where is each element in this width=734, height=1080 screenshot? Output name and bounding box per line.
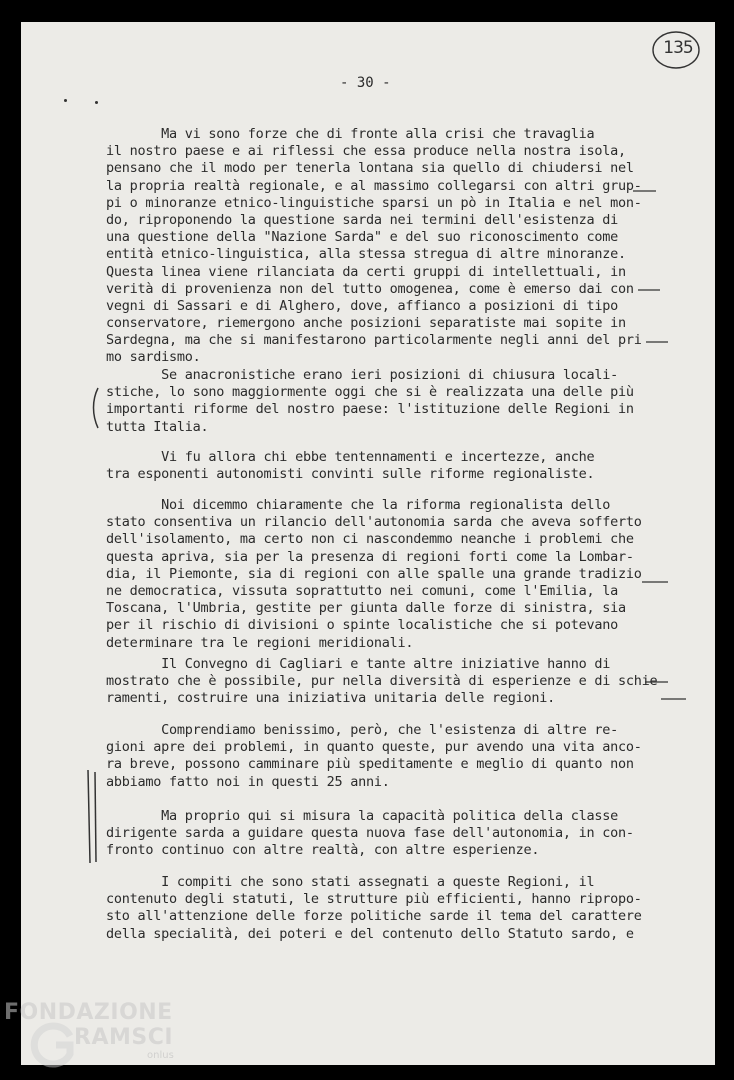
text-line: Sardegna, ma che si manifestarono particolarmente negli anni del pri <box>106 332 642 349</box>
text-line: Noi dicemmo chiaramente che la riforma regionalista dello <box>106 497 611 513</box>
watermark-line2: RAMSCI <box>74 1025 174 1050</box>
text-line: determinare tra le regioni meridionali. <box>106 634 414 651</box>
text-line: la propria realtà regionale, e al massimo collegarsi con altri grup- <box>106 177 642 194</box>
text-line: Toscana, l'Umbria, gestite per giunta dalle forze di sinistra, sia <box>106 600 626 617</box>
text-line: Ma proprio qui si misura la capacità politica della classe <box>106 808 619 824</box>
text-line: Questa linea viene rilanciata da certi gruppi di intellettuali, in <box>106 263 626 280</box>
text-line: Ma vi sono forze che di fronte alla crisi che travaglia <box>106 126 595 142</box>
text-line: Comprendiamo benissimo, però, che l'esistenza di altre re- <box>106 722 619 738</box>
text-line: contenuto degli statuti, le strutture più efficienti, hanno ripropo- <box>106 891 642 908</box>
text-line: fronto continuo con altre realtà, con altre esperienze. <box>106 842 540 859</box>
margin-dot <box>95 101 98 104</box>
text-line: entità etnico-linguistica, alla stessa stregua di altre minoranze. <box>106 246 626 263</box>
archive-number: 135 <box>663 38 693 58</box>
text-line: sto all'attenzione delle forze politiche sarde il tema del carattere <box>106 908 642 925</box>
paragraph <box>106 367 686 436</box>
text-line: dell'isolamento, ma certo non ci nascondemmo neanche i problemi che <box>106 531 634 548</box>
text-line: una questione della "Nazione Sarda" e del suo riconoscimento come <box>106 229 619 246</box>
text-line: tra esponenti autonomisti convinti sulle riforme regionaliste. <box>106 466 595 483</box>
text-line: I compiti che sono stati assegnati a queste Regioni, il <box>106 874 595 890</box>
text-line: per il rischio di divisioni o spinte localistiche che si potevano <box>106 617 619 634</box>
paragraph <box>106 808 686 860</box>
text-line: pensano che il modo per tenerla lontana sia quello di chiudersi nel <box>106 160 634 177</box>
text-line: stato consentiva un rilancio dell'autonomia sarda che aveva sofferto <box>106 514 642 531</box>
text-line: tutta Italia. <box>106 418 209 435</box>
watermark-g-logo <box>30 1022 76 1068</box>
paragraph <box>106 656 686 708</box>
text-line: dirigente sarda a guidare questa nuova fase dell'autonomia, in con- <box>106 825 634 842</box>
margin-dot <box>64 99 67 102</box>
paragraph <box>106 497 686 652</box>
paragraph <box>106 126 686 367</box>
text-line: mostrato che è possibile, pur nella diversità di esperienze e di schie <box>106 673 658 690</box>
text-line: abbiamo fatto noi in questi 25 anni. <box>106 773 390 790</box>
text-line: questa apriva, sia per la presenza di regioni forti come la Lombar- <box>106 548 634 565</box>
text-line: ramenti, costruire una iniziativa unitaria delle regioni. <box>106 690 556 707</box>
text-line: verità di provenienza non del tutto omogenea, come è emerso dai con <box>106 280 634 297</box>
text-line: do, riproponendo la questione sarda nei termini dell'esistenza di <box>106 211 619 228</box>
paragraph <box>106 874 686 943</box>
text-line: stiche, lo sono maggiormente oggi che si è realizzata una delle più <box>106 384 634 401</box>
watermark-line3: onlus <box>147 1050 174 1061</box>
text-line: ne democratica, vissuta soprattutto nei comuni, come l'Emilia, la <box>106 582 619 599</box>
text-line: mo sardismo. <box>106 349 201 366</box>
text-line: della specialità, dei poteri e del contenuto dello Statuto sardo, e <box>106 925 634 942</box>
text-line: Vi fu allora chi ebbe tentennamenti e incertezze, anche <box>106 449 595 465</box>
text-line: vegni di Sassari e di Alghero, dove, affianco a posizioni di tipo <box>106 297 619 314</box>
text-line: Se anacronistiche erano ieri posizioni di chiusura locali- <box>106 367 619 383</box>
text-line: Il Convegno di Cagliari e tante altre iniziative hanno di <box>106 656 611 672</box>
text-line: conservatore, riemergono anche posizioni separatiste mai sopite in <box>106 315 626 332</box>
watermark-line1: FONDAZIONE <box>4 1000 173 1025</box>
text-line: ra breve, possono camminare più speditamente e meglio di quanto non <box>106 756 634 773</box>
text-line: dia, il Piemonte, sia di regioni con alle spalle una grande tradizio <box>106 565 642 582</box>
paragraph <box>106 722 686 791</box>
text-line: pi o minoranze etnico-linguistiche sparsi un pò in Italia e nel mon- <box>106 194 642 211</box>
paragraph <box>106 449 686 483</box>
page-number: - 30 - <box>340 75 391 91</box>
text-line: gioni apre dei problemi, in quanto queste, pur avendo una vita anco- <box>106 739 642 756</box>
text-line: il nostro paese e ai riflessi che essa produce nella nostra isola, <box>106 143 626 160</box>
text-line: importanti riforme del nostro paese: l'istituzione delle Regioni in <box>106 401 634 418</box>
